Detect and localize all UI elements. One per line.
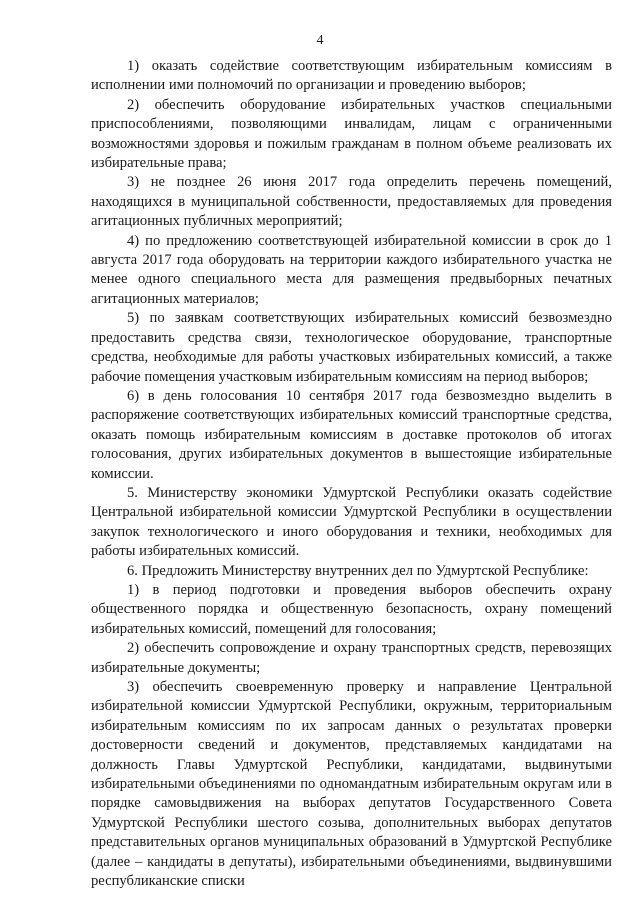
paragraph-10: 2) обеспечить сопровождение и охрану транспортных средств, перевозящих избирательные документы; [91,640,612,676]
paragraph-7: 5. Министерству экономики Удмуртской Республики оказать содействие Центральной избирательной комиссии Удмуртской Республики в осуществлении закупок технологического и иного оборудования и техники, необходимых для работы избирательных комиссий. [91,484,612,560]
paragraph-4: 4) по предложению соответствующей избирательной комиссии в срок до 1 августа 2017 года оборудовать на территории каждого избирательного участка не менее одного специального места для размещения предвыборных печатных агитационных материалов; [91,232,612,307]
paragraph-9: 1) в период подготовки и проведения выборов обеспечить охрану общественного порядка и общественную безопасность, охрану помещений избирательных комиссий, помещений для голосования; [91,581,612,637]
document-body [91,57,612,891]
paragraph-11: 3) обеспечить своевременную проверку и направление Центральной избирательной комиссии Удмуртской Республики, окружным, территориальным избирательным комиссиям по их запросам данных о результатах проверки достоверности сведений и документов, представляемых кандидатами на должность Главы Удмуртской Республики, кандидатами, выдвинутыми избирательными объединениями по одномандатным избирательным округам или в порядке самовыдвижения на выборах депутатов Государственного Совета Удмуртской Республики шестого созыва, дополнительных выборах депутатов представительных органов муниципальных образований в Удмуртской Республике (далее – кандидаты в депутаты), избирательными объединениями, выдвинувшими республиканские списки [91,679,612,890]
paragraph-2: 2) обеспечить оборудование избирательных участков специальными приспособлениями, позволяющими инвалидам, лицам с ограниченными возможностями здоровья и пожилым гражданам в полном объеме реализовать их избирательные права; [91,96,612,172]
paragraph-6: 6) в день голосования 10 сентября 2017 года безвозмездно выделить в распоряжение соответствующих избирательных комиссий транспортные средства, оказать помощь избирательным комиссиям в доставке протоколов об итогах голосования, других избирательных документов в вышестоящие избирательные комиссии. [91,387,612,482]
paragraph-8: 6. Предложить Министерству внутренних дел по Удмуртской Республике: [127,562,589,579]
paragraph-5: 5) по заявкам соответствующих избирательных комиссий безвозмездно предоставить средства связи, технологическое оборудование, транспортные средства, необходимые для работы участковых избирательных комиссий, а также рабочие помещения участковым избирательным комиссиям на период выборов; [91,310,612,385]
paragraph-3: 3) не позднее 26 июня 2017 года определить перечень помещений, находящихся в муниципальной собственности, предоставляемых для проведения агитационных публичных мероприятий; [91,174,612,230]
page-number: 4 [316,33,324,48]
paragraph-1: 1) оказать содействие соответствующим избирательным комиссиям в исполнении ими полномочий по организации и проведению выборов; [91,58,612,94]
